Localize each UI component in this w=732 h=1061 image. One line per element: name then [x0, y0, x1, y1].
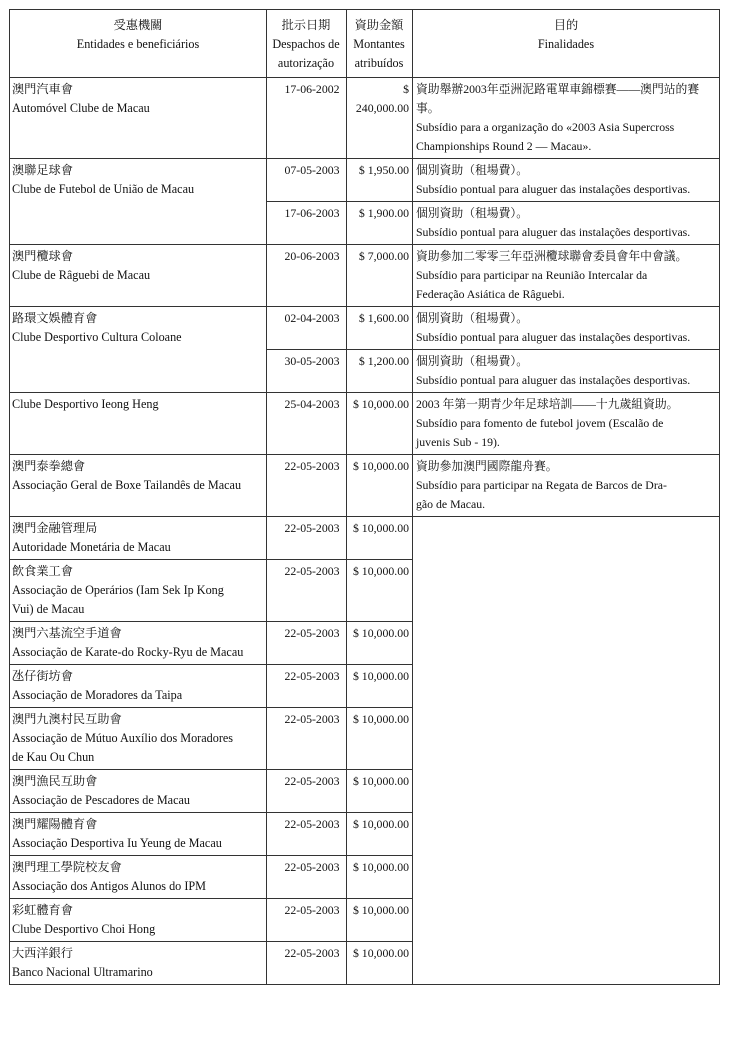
- grant-amount: $ 1,900.00: [347, 202, 413, 245]
- header-date-pt-1: Despachos de: [272, 37, 340, 51]
- entity-name-line: 澳門汽車會: [12, 82, 73, 96]
- header-amount-pt-1: Montantes: [353, 37, 405, 51]
- authorization-date: 25-04-2003: [267, 393, 347, 455]
- purpose-line: 個別資助（租場費）。: [416, 163, 529, 177]
- entity-name-line: 氹仔街坊會: [12, 669, 73, 683]
- entity-name-line: 澳門理工學院校友會: [12, 860, 122, 874]
- grant-amount: $ 10,000.00: [347, 455, 413, 517]
- entity-name-line: Clube de Râguebi de Macau: [12, 268, 151, 282]
- purpose-line: Subsídio pontual para aluguer das instalações desportivas.: [416, 373, 691, 387]
- grant-amount: $ 10,000.00: [347, 393, 413, 455]
- entity-name-line: 澳門漁民互助會: [12, 774, 98, 788]
- purpose-cell: [413, 202, 720, 245]
- entity-cell: [10, 560, 267, 622]
- purpose-line: 個別資助（租場費）。: [416, 311, 529, 325]
- table-row: [10, 307, 720, 350]
- grant-amount: $ 1,950.00: [347, 159, 413, 202]
- entity-name-line: Associação de Mútuo Auxílio dos Moradores: [12, 731, 234, 745]
- purpose-line: Federação Asiática de Râguebi.: [416, 287, 565, 301]
- table-row: [10, 455, 720, 517]
- entity-cell: [10, 942, 267, 985]
- authorization-date: 17-06-2002: [267, 78, 347, 159]
- grant-amount: $ 10,000.00: [347, 942, 413, 985]
- header-purpose-pt: Finalidades: [537, 37, 595, 51]
- table-row: [10, 393, 720, 455]
- entity-name-line: 澳門耀陽體育會: [12, 817, 98, 831]
- table-row: [10, 517, 720, 560]
- grant-amount: $ 10,000.00: [347, 813, 413, 856]
- grant-amount: $ 10,000.00: [347, 665, 413, 708]
- purpose-cell: [413, 78, 720, 159]
- entity-name-line: 澳聯足球會: [12, 163, 73, 177]
- entity-name-line: Associação de Karate-do Rocky-Ryu de Macau: [12, 645, 244, 659]
- header-amount-pt-2: atribuídos: [354, 56, 404, 70]
- header-purpose-zh: 目的: [553, 18, 579, 32]
- grant-amount: $ 1,200.00: [347, 350, 413, 393]
- authorization-date: 22-05-2003: [267, 622, 347, 665]
- table-row: [10, 78, 720, 159]
- entity-name-line: Autoridade Monetária de Macau: [12, 540, 171, 554]
- purpose-line: Subsídio para participar na Regata de Barcos de Dra-: [416, 478, 667, 492]
- entity-cell: [10, 770, 267, 813]
- grant-amount: $ 10,000.00: [347, 622, 413, 665]
- header-amount: [347, 10, 413, 78]
- entity-name-line: Associação dos Antigos Alunos do IPM: [12, 879, 206, 893]
- header-date-zh: 批示日期: [281, 18, 331, 32]
- authorization-date: 22-05-2003: [267, 708, 347, 770]
- entity-name-line: 澳門泰拳總會: [12, 459, 86, 473]
- entity-cell: [10, 393, 267, 455]
- authorization-date: 22-05-2003: [267, 856, 347, 899]
- purpose-line: Subsídio para participar na Reunião Intercalar da: [416, 268, 648, 282]
- authorization-date: 22-05-2003: [267, 899, 347, 942]
- entity-cell: [10, 245, 267, 307]
- authorization-date: 30-05-2003: [267, 350, 347, 393]
- purpose-line: 個別資助（租場費）。: [416, 206, 529, 220]
- entity-cell: [10, 159, 267, 245]
- authorization-date: 17-06-2003: [267, 202, 347, 245]
- header-entities-zh: 受惠機關: [113, 18, 163, 32]
- purpose-line: Subsídio para fomento de futebol jovem (Escalão de: [416, 416, 664, 430]
- purpose-line: gão de Macau.: [416, 497, 486, 511]
- entity-name-line: 飲食業工會: [12, 564, 73, 578]
- purpose-line: Subsídio pontual para aluguer das instalações desportivas.: [416, 225, 691, 239]
- entity-cell: [10, 517, 267, 560]
- entity-name-line: Banco Nacional Ultramarino: [12, 965, 153, 979]
- entity-name-line: Clube Desportivo Cultura Coloane: [12, 330, 182, 344]
- grant-amount: $ 10,000.00: [347, 708, 413, 770]
- entity-name-line: 澳門六基流空手道會: [12, 626, 122, 640]
- entity-name-line: Vui) de Macau: [12, 602, 85, 616]
- entity-cell: [10, 665, 267, 708]
- grants-table: [9, 9, 720, 985]
- entity-cell: [10, 813, 267, 856]
- purpose-line: Championships Round 2 — Macau».: [416, 139, 592, 153]
- authorization-date: 22-05-2003: [267, 813, 347, 856]
- entity-name-line: 澳門金融管理局: [12, 521, 98, 535]
- purpose-line: 事。: [416, 101, 440, 115]
- grant-amount: $ 10,000.00: [347, 856, 413, 899]
- table-body: [10, 78, 720, 985]
- entity-cell: [10, 856, 267, 899]
- authorization-date: 02-04-2003: [267, 307, 347, 350]
- purpose-line: 資助參加二零零三年亞洲欖球聯會委員會年中會議。: [416, 249, 688, 263]
- purpose-line: 資助參加澳門國際龍舟賽。: [416, 459, 558, 473]
- grant-amount: $ 10,000.00: [347, 560, 413, 622]
- purpose-cell: [413, 307, 720, 350]
- purpose-line: Subsídio para a organização do «2003 Asia Supercross: [416, 120, 675, 134]
- entity-name-line: 澳門欖球會: [12, 249, 73, 263]
- purpose-cell: [413, 245, 720, 307]
- entity-name-line: Associação de Operários (Iam Sek Ip Kong: [12, 583, 224, 597]
- grant-amount: $ 10,000.00: [347, 899, 413, 942]
- entity-cell: [10, 78, 267, 159]
- entity-cell: [10, 708, 267, 770]
- entity-name-line: Clube Desportivo Ieong Heng: [12, 397, 159, 411]
- header-entities-pt: Entidades e beneficiários: [76, 37, 200, 51]
- purpose-line: Subsídio pontual para aluguer das instalações desportivas.: [416, 330, 691, 344]
- authorization-date: 22-05-2003: [267, 770, 347, 813]
- table-row: [10, 245, 720, 307]
- entity-name-line: 路環文娛體育會: [12, 311, 98, 325]
- header-purpose: [413, 10, 720, 78]
- purpose-cell: [413, 455, 720, 517]
- authorization-date: 22-05-2003: [267, 455, 347, 517]
- authorization-date: 07-05-2003: [267, 159, 347, 202]
- entity-cell: [10, 622, 267, 665]
- purpose-cell: [413, 350, 720, 393]
- purpose-line: 2003 年第一期青少年足球培訓——十九歲組資助。: [416, 397, 679, 411]
- header-date: [267, 10, 347, 78]
- header-date-pt-2: autorização: [277, 56, 335, 70]
- entity-name-line: 澳門九澳村民互助會: [12, 712, 122, 726]
- entity-name-line: Automóvel Clube de Macau: [12, 101, 150, 115]
- entity-name-line: Associação de Moradores da Taipa: [12, 688, 183, 702]
- purpose-line: juvenis Sub - 19).: [416, 435, 500, 449]
- purpose-cell-empty: [413, 517, 720, 985]
- grants-table-container: [9, 9, 719, 985]
- entity-name-line: Clube Desportivo Choi Hong: [12, 922, 156, 936]
- entity-name-line: Clube de Futebol de União de Macau: [12, 182, 195, 196]
- table-row: [10, 159, 720, 202]
- authorization-date: 22-05-2003: [267, 665, 347, 708]
- entity-name-line: Associação Desportiva Iu Yeung de Macau: [12, 836, 222, 850]
- purpose-cell: [413, 393, 720, 455]
- entity-cell: [10, 455, 267, 517]
- entity-name-line: 彩虹體育會: [12, 903, 73, 917]
- entity-name-line: 大西洋銀行: [12, 946, 73, 960]
- grant-amount: $ 240,000.00: [347, 78, 413, 159]
- purpose-line: 個別資助（租場費）。: [416, 354, 529, 368]
- entity-name-line: Associação de Pescadores de Macau: [12, 793, 190, 807]
- table-header-row: [10, 10, 720, 78]
- entity-name-line: de Kau Ou Chun: [12, 750, 95, 764]
- purpose-cell: [413, 159, 720, 202]
- purpose-line: 資助舉辦2003年亞洲泥路電單車錦標賽——澳門站的賽: [416, 82, 700, 96]
- grant-amount: $ 10,000.00: [347, 770, 413, 813]
- entity-cell: [10, 899, 267, 942]
- header-amount-zh: 資助金額: [354, 18, 404, 32]
- authorization-date: 22-05-2003: [267, 517, 347, 560]
- grant-amount: $ 10,000.00: [347, 517, 413, 560]
- authorization-date: 22-05-2003: [267, 560, 347, 622]
- purpose-line: Subsídio pontual para aluguer das instalações desportivas.: [416, 182, 691, 196]
- grant-amount: $ 1,600.00: [347, 307, 413, 350]
- entity-cell: [10, 307, 267, 393]
- authorization-date: 20-06-2003: [267, 245, 347, 307]
- header-entities: [10, 10, 267, 78]
- authorization-date: 22-05-2003: [267, 942, 347, 985]
- grant-amount: $ 7,000.00: [347, 245, 413, 307]
- entity-name-line: Associação Geral de Boxe Tailandês de Macau: [12, 478, 242, 492]
